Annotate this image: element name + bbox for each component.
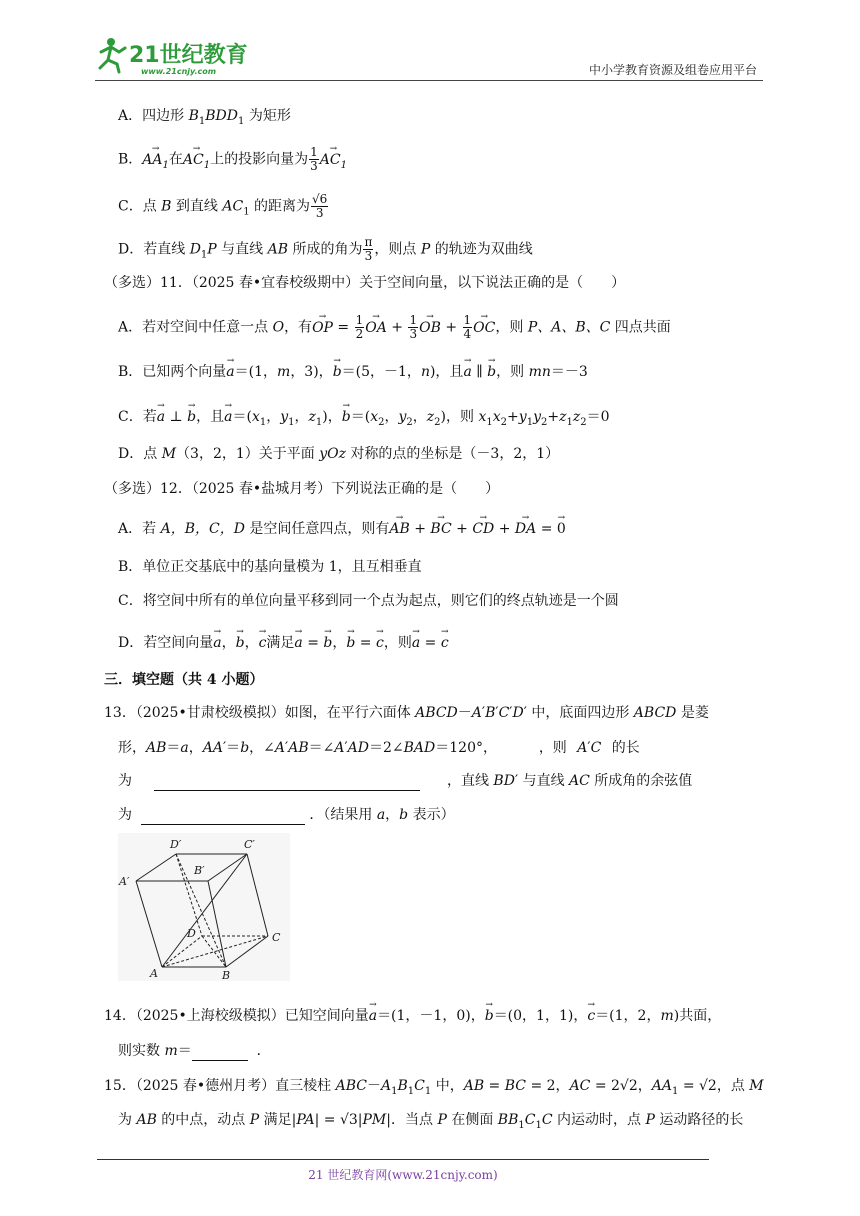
label-c-prime: C′ [244, 838, 255, 851]
label-c: C [272, 931, 281, 944]
footer-text: 21 世纪教育网(www.21cnjy.com) [308, 1168, 498, 1182]
section-title: 三．填空题（共 4 小题） [104, 672, 264, 688]
q12-option-d: D．若空间向量→ a，→ b，→ c满足→ a = → b，→ b = → c，则→ a = → c [118, 633, 449, 653]
header-platform-text: 中小学教育资源及组卷应用平台 [588, 63, 757, 77]
site-logo [95, 36, 260, 78]
header-divider [95, 80, 763, 81]
q10-option-d: D．若直线 $D_1P$ 与直线 AB 所成的角为 $\frac{\pi}{3}$ ，则点 P 的轨迹为双曲线 [118, 235, 533, 263]
q13-line-2: 形，AB＝a，AA′＝b，∠A′AB＝∠A′AD＝2∠BAD＝120°， ，则 A′C 的长 [118, 740, 640, 756]
q13-line-3: 为 ，直线 BD′ 与直线 AC 所成角的余弦值 [118, 773, 693, 789]
footer-divider [97, 1159, 709, 1160]
answer-blank[interactable] [192, 1046, 248, 1061]
q10-option-b: B．→ $AA_1$在→ $AC_1$上的投影向量为 $\frac{1}{3}$ → $AC_1$ [118, 146, 347, 175]
q11-option-d: D．点 M（3，2，1）关于平面 yOz 对称的点的坐标是（－3，2，1） [118, 446, 560, 462]
label-d-prime: D′ [170, 838, 182, 851]
parallelepiped-figure [118, 833, 290, 981]
q12-stem: （多选）12．（2025 春•盐城月考）下列说法正确的是（ ） [104, 481, 500, 497]
q11-option-a: A．若对空间中任意一点 O，有→ OP = $\frac{1}{2}$ → OA + $\frac{1}{3}$ → OB + $\frac{1}{4}$ → OC，则 P、A、B、C 四点共面 [118, 314, 671, 341]
answer-blank[interactable] [154, 776, 420, 791]
q12-option-c: C．将空间中所有的单位向量平移到同一个点为起点，则它们的终点轨迹是一个圆 [118, 593, 619, 609]
q11-option-c: C．若→ a ⊥ → b，且→ $a=(x_1$，$y_1$，$z_1$)，→ $b=(x_2$，$y_2$，$z_2$)，则 $x_1x_2+y_1y_2+z_1z_2=0$ [118, 407, 610, 433]
q15-line-1: 15．（2025 春•德州月考）直三棱柱 $ABC-A_1B_1C_1$ 中，AB = BC = 2，AC = 2√2，$AA_1 = √2$，点 M [104, 1078, 764, 1097]
runner-icon [100, 38, 125, 72]
answer-blank[interactable] [141, 810, 305, 825]
logo-text: 21世纪教育 [129, 43, 248, 68]
q12-option-b: B．单位正交基底中的基向量模为 1，且互相垂直 [118, 559, 422, 575]
q11-option-b: B．已知两个向量→ a＝(1，m，3)，→ b＝(5，－1，n)，且→ a ∥ → b，则 mn＝－3 [118, 362, 588, 382]
label-b-prime: B′ [194, 864, 205, 877]
q14-line-1: 14．（2025•上海校级模拟）已知空间向量→ a＝(1，－1，0)，→ b＝(0，1，1)，→ c＝(1，2，m)共面， [104, 1006, 721, 1026]
logo-url: www.21cnjy.com [141, 67, 217, 76]
label-a: A [150, 967, 158, 980]
label-a-prime: A′ [119, 875, 130, 888]
label-b: B [222, 969, 231, 981]
q13-line-1: 13．（2025•甘肃校级模拟）如图，在平行六面体 ABCD－A′B′C′D′ 中，底面四边形 ABCD 是菱 [104, 705, 709, 721]
q10-option-c: C．点 B 到直线 $AC_1$ 的距离为 $\frac{√6}{3}$ [118, 192, 328, 220]
q15-line-2: 为 AB 的中点，动点 P 满足|PA| = √3|PM|．当点 P 在侧面 $BB_1C_1C$ 内运动时，点 P 运动路径的长 [118, 1112, 744, 1131]
q12-option-a: A．若 A，B，C，D 是空间任意四点，则有→ AB + → BC + → CD + → DA = → 0 [118, 519, 566, 539]
label-d: D [187, 927, 196, 940]
q14-line-2: 则实数 m＝ ． [118, 1043, 271, 1059]
q10-option-a: A．四边形 $B_1BDD_1$ 为矩形 [118, 108, 291, 127]
q13-line-4: 为 ．（结果用 a，b 表示） [118, 807, 455, 823]
q11-stem: （多选）11．（2025 春•宜春校级期中）关于空间向量，以下说法正确的是（ ） [104, 275, 626, 291]
